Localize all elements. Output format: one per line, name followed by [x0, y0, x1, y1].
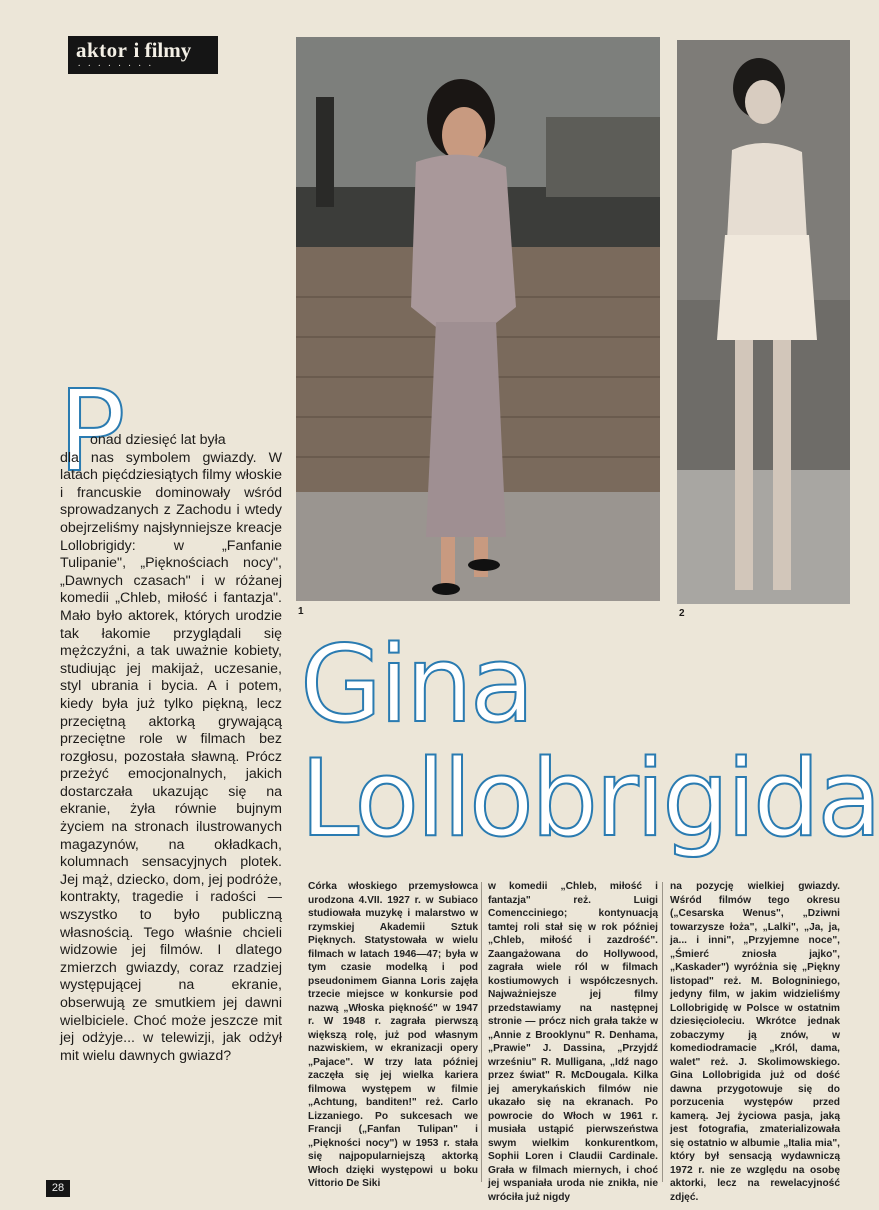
body-column-1: Córka włoskiego przemysłowca urodzona 4.VII. 1927 r. w Subiaco studiowała muzykę i malarstwo w rzymskiej Akademii Sztuk Pięknych. Statystowała w wielu filmach w latach 1946—47; była w tym czasie modelką i pod pseudonimem Gianna Loris zajęła trzecie miejsce w konkursie pod nazwą „Włoska piękność" w 1947 r. W 1948 r. zagrała pierwszą większą rolę, już pod własnym nazwiskiem, w ekranizacji opery „Pajace". W trzy lata później zaczęła się jej wielka kariera filmowa występem w filmie „Achtung, banditen!" reż. Carlo Lizzaniego. Po sukcesach we Francji („Fanfan Tulipan" i „Piękności nocy") w 1953 r. stała się najpopularniejszą aktorką Włoch dzięki występowi u boku Vittorio De Siki — [308, 881, 478, 1189]
photo-caption-1: 1 — [298, 606, 304, 617]
article-title-first-name: Gina — [300, 623, 532, 746]
page-number: 28 — [46, 1180, 70, 1197]
section-tag-dots: · · · · · · · · — [78, 62, 154, 70]
section-tag — [68, 36, 218, 74]
lead-paragraph — [60, 432, 282, 1065]
article-title-last-name: Lollobrigida — [300, 737, 879, 860]
lead-first-line: onad dziesięć lat była — [90, 432, 226, 448]
body-column-3: na pozycję wielkiej gwiazdy. Wśród filmów tego okresu („Cesarska Wenus", „Dziwni towarzysze łoża", „Lalki", „Ja, ja, ja... i inni", „Przyjemne noce", „Śmierć zniosła jajko", „Kaskader") wyróżnia się „Piękny listopad" reż. M. Bologniniego, jedyny film, w jakim widzieliśmy Lollobrigidę w Polsce w ostatnim dziesięcioleciu. Wkrótce jednak zobaczymy ją znów, w komediodramacie „Król, dama, walet" reż. J. Skolimowskiego. Gina Lollobrigida już od dość dawna przygotowuje się do porzucenia występów przed kamerą. Jej życiowa pasja, jaką jest fotografia, zmaterializowała się ostatnio w albumie „Italia mia", który był sensacją wydawniczą 1972 r. nie ze względu na osobę aktorki, lecz na rewelacyjność zdjęć. — [670, 881, 840, 1203]
photo-caption-2: 2 — [679, 608, 685, 619]
section-tag-word2: i filmy — [133, 38, 192, 62]
photo-actress-costume — [677, 40, 850, 604]
photo-actress-costume-image — [677, 40, 850, 604]
drop-cap: P — [58, 367, 126, 497]
body-column-2: w komedii „Chleb, miłość i fantazja" reż. Luigi Comencciniego; kontynuacją tamtej roli stał się w rok później „Chleb, miłość i zazdrość". Zaangażowana do Hollywood, zagrała wiele ról w filmach kostiumowych i współczesnych. Najważniejsze jej filmy przedstawiamy na następnej stronie — prócz nich grała także w „Annie z Brooklynu" R. Denhama, „Prawie" J. Dassina, „Przyjdź wrześniu" R. Mulligana, „Idź nago przez świat" R. McDougala. Kilka jej amerykańskich filmów nie ukazało się na ekranach. Po powrocie do Włoch w 1961 r. musiała ustąpić pierwszeństwa swym wielkim konkurentkom, Sophii Loren i Claudii Cardinale. Grała w filmach miernych, i choć jej wspaniała uroda nie znikła, nie wróciła już nigdy — [488, 881, 658, 1203]
column-divider — [662, 882, 663, 1182]
column-divider — [481, 882, 482, 1182]
photo-actress-standing-image — [296, 37, 660, 601]
section-tag-word1: aktor — [76, 38, 128, 62]
lead-text: dla nas symbolem gwiazdy. W latach pięćdziesiątych filmy włoskie i francuskie dominowały wśród sprowadzanych z Zachodu i wtedy obejrzeliśmy najsłynniejsze kreacje Lollobrigidy: w „Fanfanie Tulipanie", „Pięknościach nocy", „Dawnych czasach" i w różanej komedii „Chleb, miłość i fantazja". Mało było aktorek, których urodzie tak łakomie przyglądali się mężczyźni, a tak uważnie kobiety, studiując jej makijaż, uczesanie, styl ubrania i bycia. A i potem, kiedy była już tylko piękną, lecz przeciętną aktorką grywającą przeciętne role w filmach bez rozgłosu, pozostała sławną. Prócz przeżyć emocjonalnych, jakich dostarczała ukazując się na ekranie, żyła równie bujnym życiem na stronach ilustrowanych magazynów, na okładkach, kolumnach sensacyjnych plotek. Jej mąż, dziecko, dom, jej podróże, kontrakty, tragedie i radości — wszystko to było publiczną własnością. Tego właśnie chcieli widzowie jej filmów. I dlatego zmierzch gwiazdy, coraz rzadziej występującej na ekranie, obserwują ze smutkiem jej dawni wielbiciele. Choć może jeszcze mit jej odżyje... w telewizji, jak odżył mit wielu dawnych gwiazd? — [60, 449, 282, 1064]
photo-actress-standing — [296, 37, 660, 601]
